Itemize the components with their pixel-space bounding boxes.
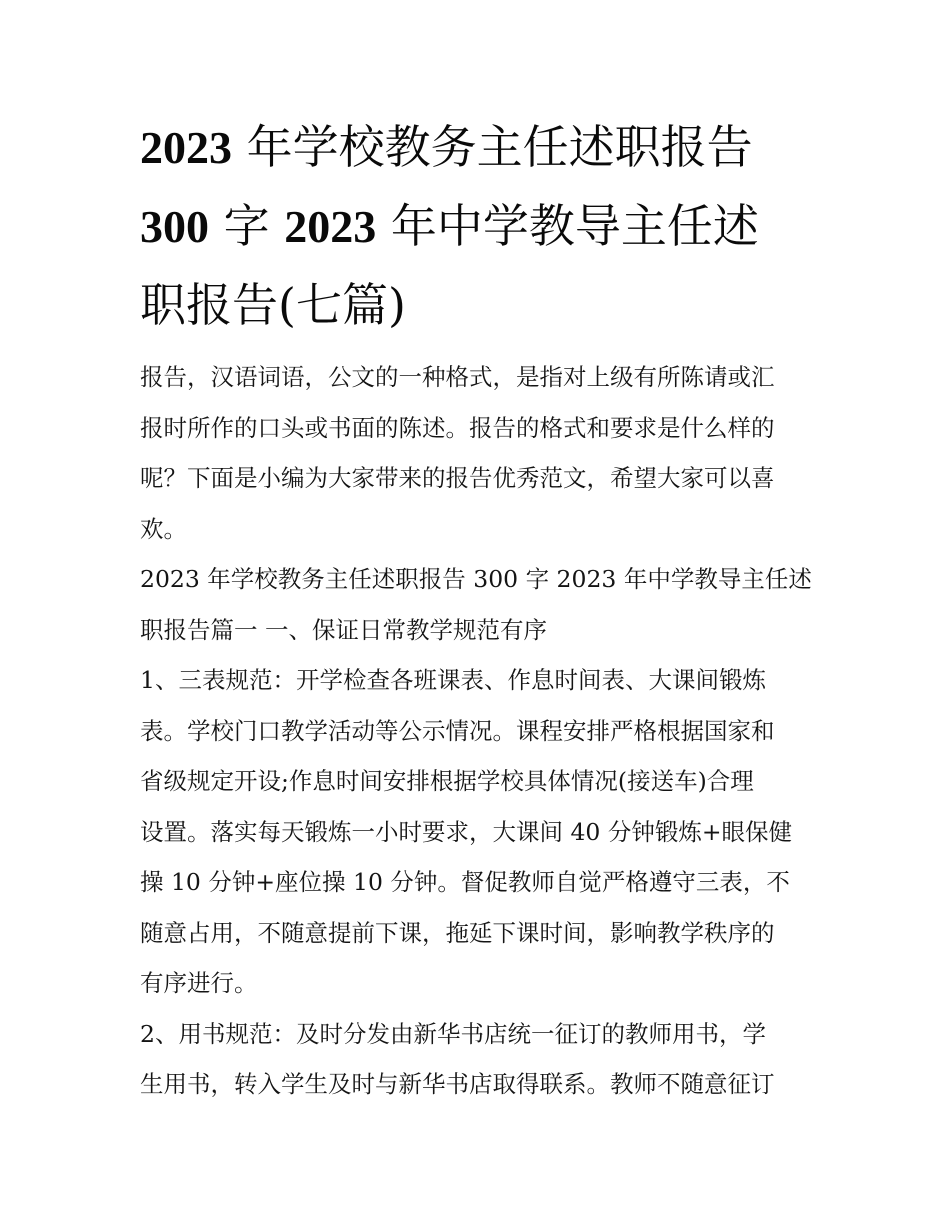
text-line: 欢。 — [140, 514, 187, 543]
title-line-2: 300 字 2023 年中学教导主任述 — [140, 199, 759, 253]
text-line: 职报告篇一 一、保证日常教学规范有序 — [140, 615, 547, 644]
text-line: 报时所作的口头或书面的陈述。报告的格式和要求是什么样的 — [140, 413, 775, 442]
text-line: 有序进行。 — [140, 969, 258, 997]
text-line: 2、用书规范：及时分发由新华书店统一征订的教师用书，学 — [140, 1019, 766, 1048]
document-body — [140, 352, 815, 1110]
text-line: 省级规定开设;作息时间安排根据学校具体情况(接送车)合理 — [140, 767, 754, 795]
text-line: 设置。落实每天锻炼一小时要求，大课间 40 分钟锻炼+眼保健 — [140, 817, 793, 846]
text-line: 2023 年学校教务主任述职报告 300 字 2023 年中学教导主任述 — [140, 565, 812, 593]
text-line: 呢？下面是小编为大家带来的报告优秀范文，希望大家可以喜 — [140, 464, 775, 492]
section-heading-paragraph — [140, 554, 815, 655]
title-line-1: 2023 年学校教务主任述职报告 — [140, 120, 753, 174]
text-line: 1、三表规范：开学检查各班课表、作息时间表、大课间锻炼 — [140, 666, 766, 694]
intro-paragraph — [140, 352, 815, 554]
text-line: 表。学校门口教学活动等公示情况。课程安排严格根据国家和 — [140, 716, 775, 745]
document-title — [140, 108, 815, 344]
title-line-3: 职报告(七篇) — [140, 278, 406, 332]
text-line: 操 10 分钟+座位操 10 分钟。督促教师自觉严格遵守三表，不 — [140, 868, 790, 896]
text-line: 报告，汉语词语，公文的一种格式，是指对上级有所陈请或汇 — [140, 363, 775, 391]
document-page — [140, 108, 815, 1110]
text-line: 随意占用，不随意提前下课，拖延下课时间，影响教学秩序的 — [140, 918, 775, 947]
item-2-paragraph — [140, 1009, 815, 1110]
text-line: 生用书，转入学生及时与新华书店取得联系。教师不随意征订 — [140, 1070, 775, 1098]
item-1-paragraph — [140, 655, 815, 1009]
